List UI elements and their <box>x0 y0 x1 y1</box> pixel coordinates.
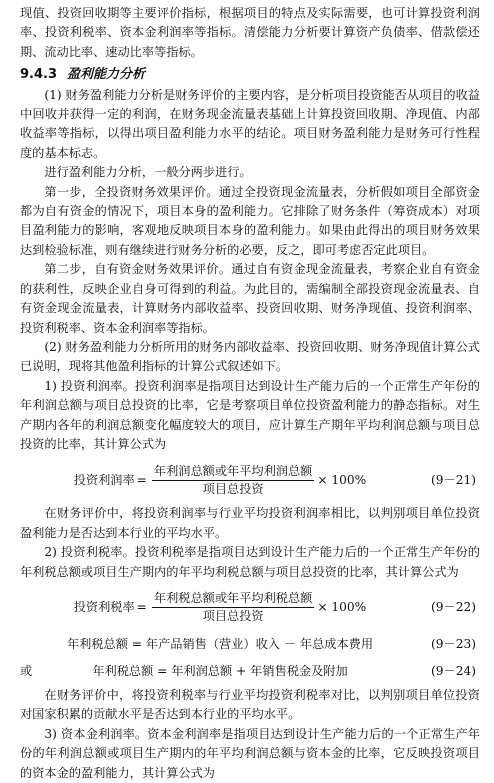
section-title: 盈利能力分析 <box>67 67 146 83</box>
paragraph-step-two: 第二步，自有资金财务效果评价。通过自有资金现金流量表，考察企业自有资金的获利性，反映企业自身可得到的利益。为此目的，需编制全部投资现金流量表、自有资金现金流量表，计算财务内部收益率、投资回收期、财务净现值、投资利润率、投资利税率、资本金利润率等指标。 <box>20 262 480 335</box>
formula-denominator: 项目总投资 <box>202 481 264 496</box>
section-heading <box>20 65 480 84</box>
formula-lhs: 投资利税率 <box>73 600 135 615</box>
paragraph-two-steps: 进行盈利能力分析，一般分两步进行。 <box>44 165 252 180</box>
formula-number: (9－21) <box>431 472 476 487</box>
formula-multiplier: × 100% <box>317 600 367 615</box>
formula-number: (9－22) <box>431 600 476 615</box>
paragraph-formulas-intro: (2) 财务盈利能力分析所用的财务内部收益率、投资回收期、财务净现值计算公式已说明，现将其他盈利指标的计算公式叙述如下。 <box>20 339 480 374</box>
formula-numerator: 年利税总额或年平均利税总额 <box>152 590 314 608</box>
paragraph-capital-profit-rate: 3) 资本金利润率。资本金利润率是指项目达到设计生产能力后的一个正常生产年份的年利润总额或项目生产期内的年平均利润总额与资本金的比率，它反映投资项目的资本金的盈利能力，其计算公式为 <box>20 726 480 780</box>
formula-fraction <box>152 590 314 625</box>
formula-text: 年利税总额 = 年利润总额 + 年销售税金及附加 <box>92 663 348 678</box>
section-number: 9.4.3 <box>20 67 58 83</box>
formula-9-24 <box>20 659 480 683</box>
paragraph-intro: 现值、投资回收期等主要评价指标，根据项目的特点及实际需要，也可计算投资利润率、投资利税率、资本金利润率等指标。清偿能力分析要计算资产负债率、借款偿还期、流动比率、速动比率等指标。 <box>20 6 480 59</box>
paragraph-investment-profit-rate: 1) 投资利润率。投资利润率是指项目达到设计生产能力后的一个正常生产年份的年利润总额与项目总投资的比率，它是考察项目单位投资盈利能力的静态指标。对生产期内各年的利润总额变化幅度较大的项目，应计算生产期年平均利润总额与项目总投资的比率，其计算公式为 <box>20 378 480 451</box>
formula-number: (9－24) <box>431 663 476 678</box>
paragraph-profitability-overview: (1) 财务盈利能力分析是财务评价的主要内容，是分析项目投资能否从项目的收益中回收并获得一定的利润，在财务现金流量表基础上计算投资回收期、净现值、内部收益率等指标，以得出项目盈利能力水平的结论。项目财务盈利能力是财务可行性程度的基本标志。 <box>20 87 480 160</box>
formula-numerator: 年利润总额或年平均利润总额 <box>152 463 314 481</box>
paragraph-tax-rate-comparison: 在财务评价中，将投资利税率与行业平均投资利税率对比，以判别项目单位投资对国家积累的贡献水平是否达到本行业的平均水平。 <box>20 687 480 722</box>
formula-9-22 <box>20 588 480 628</box>
formula-fraction <box>152 463 314 498</box>
formula-prefix: 或 <box>20 663 33 678</box>
formula-9-23 <box>20 632 480 656</box>
formula-lhs: 投资利润率 <box>73 472 135 487</box>
formula-equals: = <box>136 600 147 615</box>
paragraph-investment-tax-rate: 2) 投资利税率。投资利税率是指项目达到设计生产能力后的一个正常生产年份的年利税总额或项目生产期内的年平均利税总额与项目总投资的比率，其计算公式为 <box>20 545 480 579</box>
formula-9-21 <box>20 460 480 500</box>
paragraph-step-one: 第一步，全投资财务效果评价。通过全投资现金流量表，分析假如项目全部资金都为自有资金的情况下，项目本身的盈利能力。它排除了财务条件（筹资成本）对项目盈利能力的影响，客观地反映项目本身的盈利能力。如果由此得出的项目财务效果达到检验标准，则有继续进行财务分析的必要，反之，即可考虑否定此项目。 <box>20 184 480 257</box>
formula-equals: = <box>136 472 147 487</box>
formula-multiplier: × 100% <box>317 472 367 487</box>
paragraph-profit-rate-comparison: 在财务评价中，将投资利润率与行业平均投资利润率相比，以判别项目单位投资盈利能力是否达到本行业的平均水平。 <box>20 506 480 540</box>
formula-text: 年利税总额 = 年产品销售（营业）收入 － 年总成本费用 <box>66 636 374 651</box>
formula-denominator: 项目总投资 <box>202 609 264 624</box>
formula-number: (9－23) <box>431 636 476 651</box>
